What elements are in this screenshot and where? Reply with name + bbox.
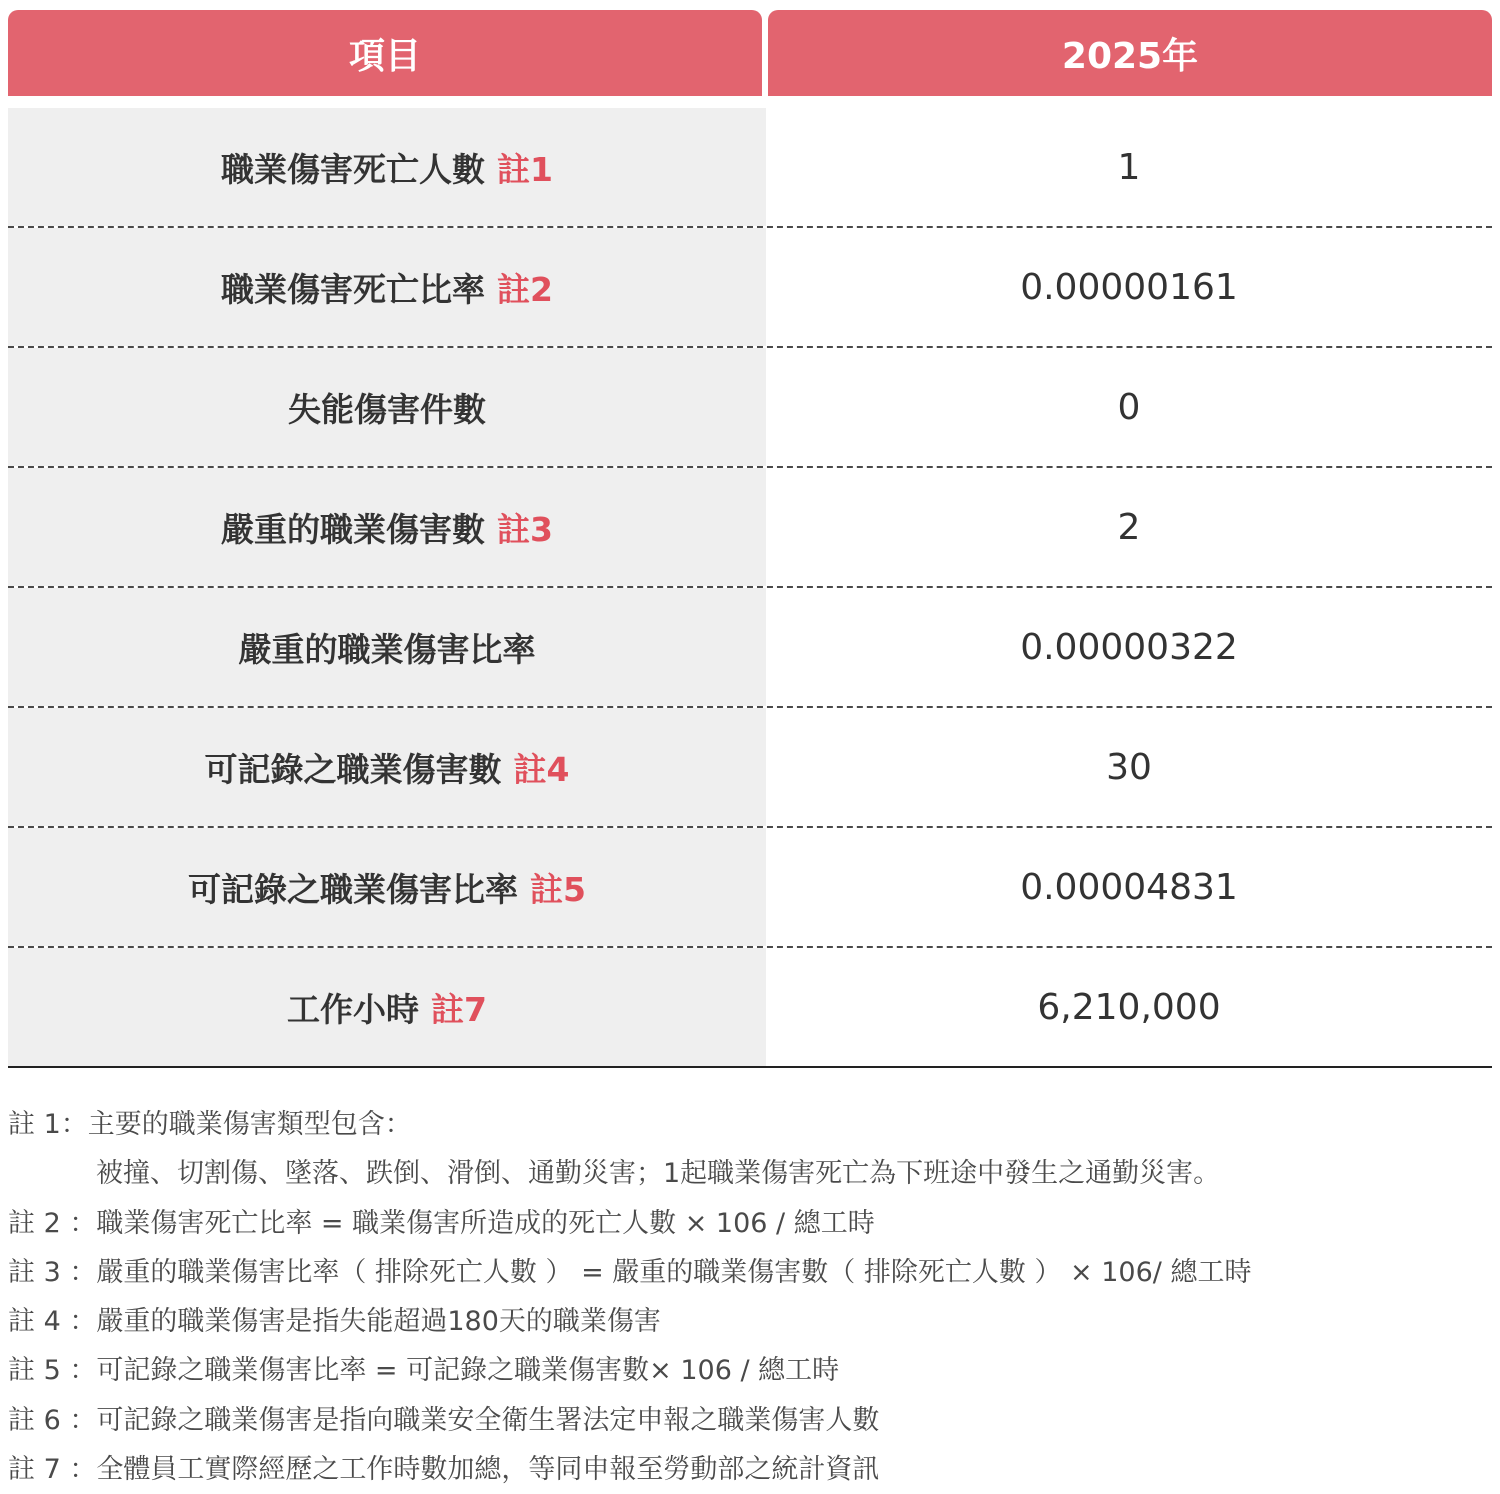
footnote-6: 註 6 ：可記錄之職業傷害是指向職業安全衛生署法定申報之職業傷害人數 (8, 1404, 880, 1436)
table-row (8, 588, 1492, 708)
note-ref: 註3 (497, 509, 553, 549)
row-label-cell (8, 348, 766, 466)
table-row (8, 708, 1492, 828)
table-row (8, 468, 1492, 588)
row-label: 工作小時 (287, 989, 420, 1029)
row-label-cell (8, 228, 766, 346)
row-label-cell (8, 828, 766, 946)
table-row (8, 108, 1492, 228)
table-row (8, 348, 1492, 468)
header-item: 項目 (8, 10, 762, 96)
table-row (8, 948, 1492, 1068)
table-body (8, 108, 1492, 1068)
table-row (8, 228, 1492, 348)
table-row (8, 828, 1492, 948)
row-label: 嚴重的職業傷害比率 (238, 629, 536, 669)
row-label: 可記錄之職業傷害比率 (188, 869, 519, 909)
footnote-1: 註 1：主要的職業傷害類型包含： (8, 1109, 412, 1140)
row-label: 失能傷害件數 (288, 389, 486, 429)
row-label: 職業傷害死亡比率 (221, 269, 486, 309)
note-ref: 註2 (497, 269, 553, 309)
footnote-3: 註 3 ：嚴重的職業傷害比率（ 排除死亡人數 ） = 嚴重的職業傷害數（ 排除死亡人數 ） × 106/ 總工時 (8, 1256, 1252, 1288)
row-label-cell (8, 708, 766, 826)
footnote-7: 註 7 ：全體員工實際經歷之工作時數加總，等同申報至勞動部之統計資訊 (8, 1454, 880, 1486)
footnote-5: 註 5 ：可記錄之職業傷害比率 = 可記錄之職業傷害數× 106 / 總工時 (8, 1355, 840, 1387)
row-value: 2 (1117, 506, 1141, 548)
row-value: 30 (1106, 746, 1152, 788)
row-label-cell (8, 588, 766, 706)
note-ref: 註4 (513, 749, 570, 789)
row-value: 0.00004831 (1020, 866, 1238, 908)
header-year: 2025年 (768, 10, 1492, 96)
row-value: 6,210,000 (1037, 986, 1221, 1028)
row-label: 嚴重的職業傷害數 (221, 509, 486, 549)
footnote-2: 註 2 ：職業傷害死亡比率 = 職業傷害所造成的死亡人數 × 106 / 總工時 (8, 1207, 875, 1239)
row-label: 職業傷害死亡人數 (221, 149, 486, 189)
row-value: 0.00000322 (1020, 626, 1238, 668)
row-value: 1 (1117, 146, 1141, 188)
note-ref: 註1 (497, 149, 553, 189)
row-label-cell (8, 948, 766, 1066)
table-header (8, 10, 1492, 96)
row-label: 可記錄之職業傷害數 (204, 749, 502, 789)
footnotes (8, 1100, 1492, 1494)
row-label-cell (8, 108, 766, 226)
safety-stats-table (8, 10, 1492, 1068)
footnote-4: 註 4 ：嚴重的職業傷害是指失能超過180天的職業傷害 (8, 1306, 661, 1338)
note-ref: 註7 (431, 989, 487, 1029)
row-value: 0.00000161 (1020, 266, 1238, 308)
note-ref: 註5 (530, 869, 586, 909)
row-label-cell (8, 468, 766, 586)
row-value: 0 (1117, 386, 1141, 428)
footnote-1-detail: 被撞、切割傷、墜落、跌倒、滑倒、通勤災害；1起職業傷害死亡為下班途中發生之通勤災害。 (96, 1158, 1221, 1190)
